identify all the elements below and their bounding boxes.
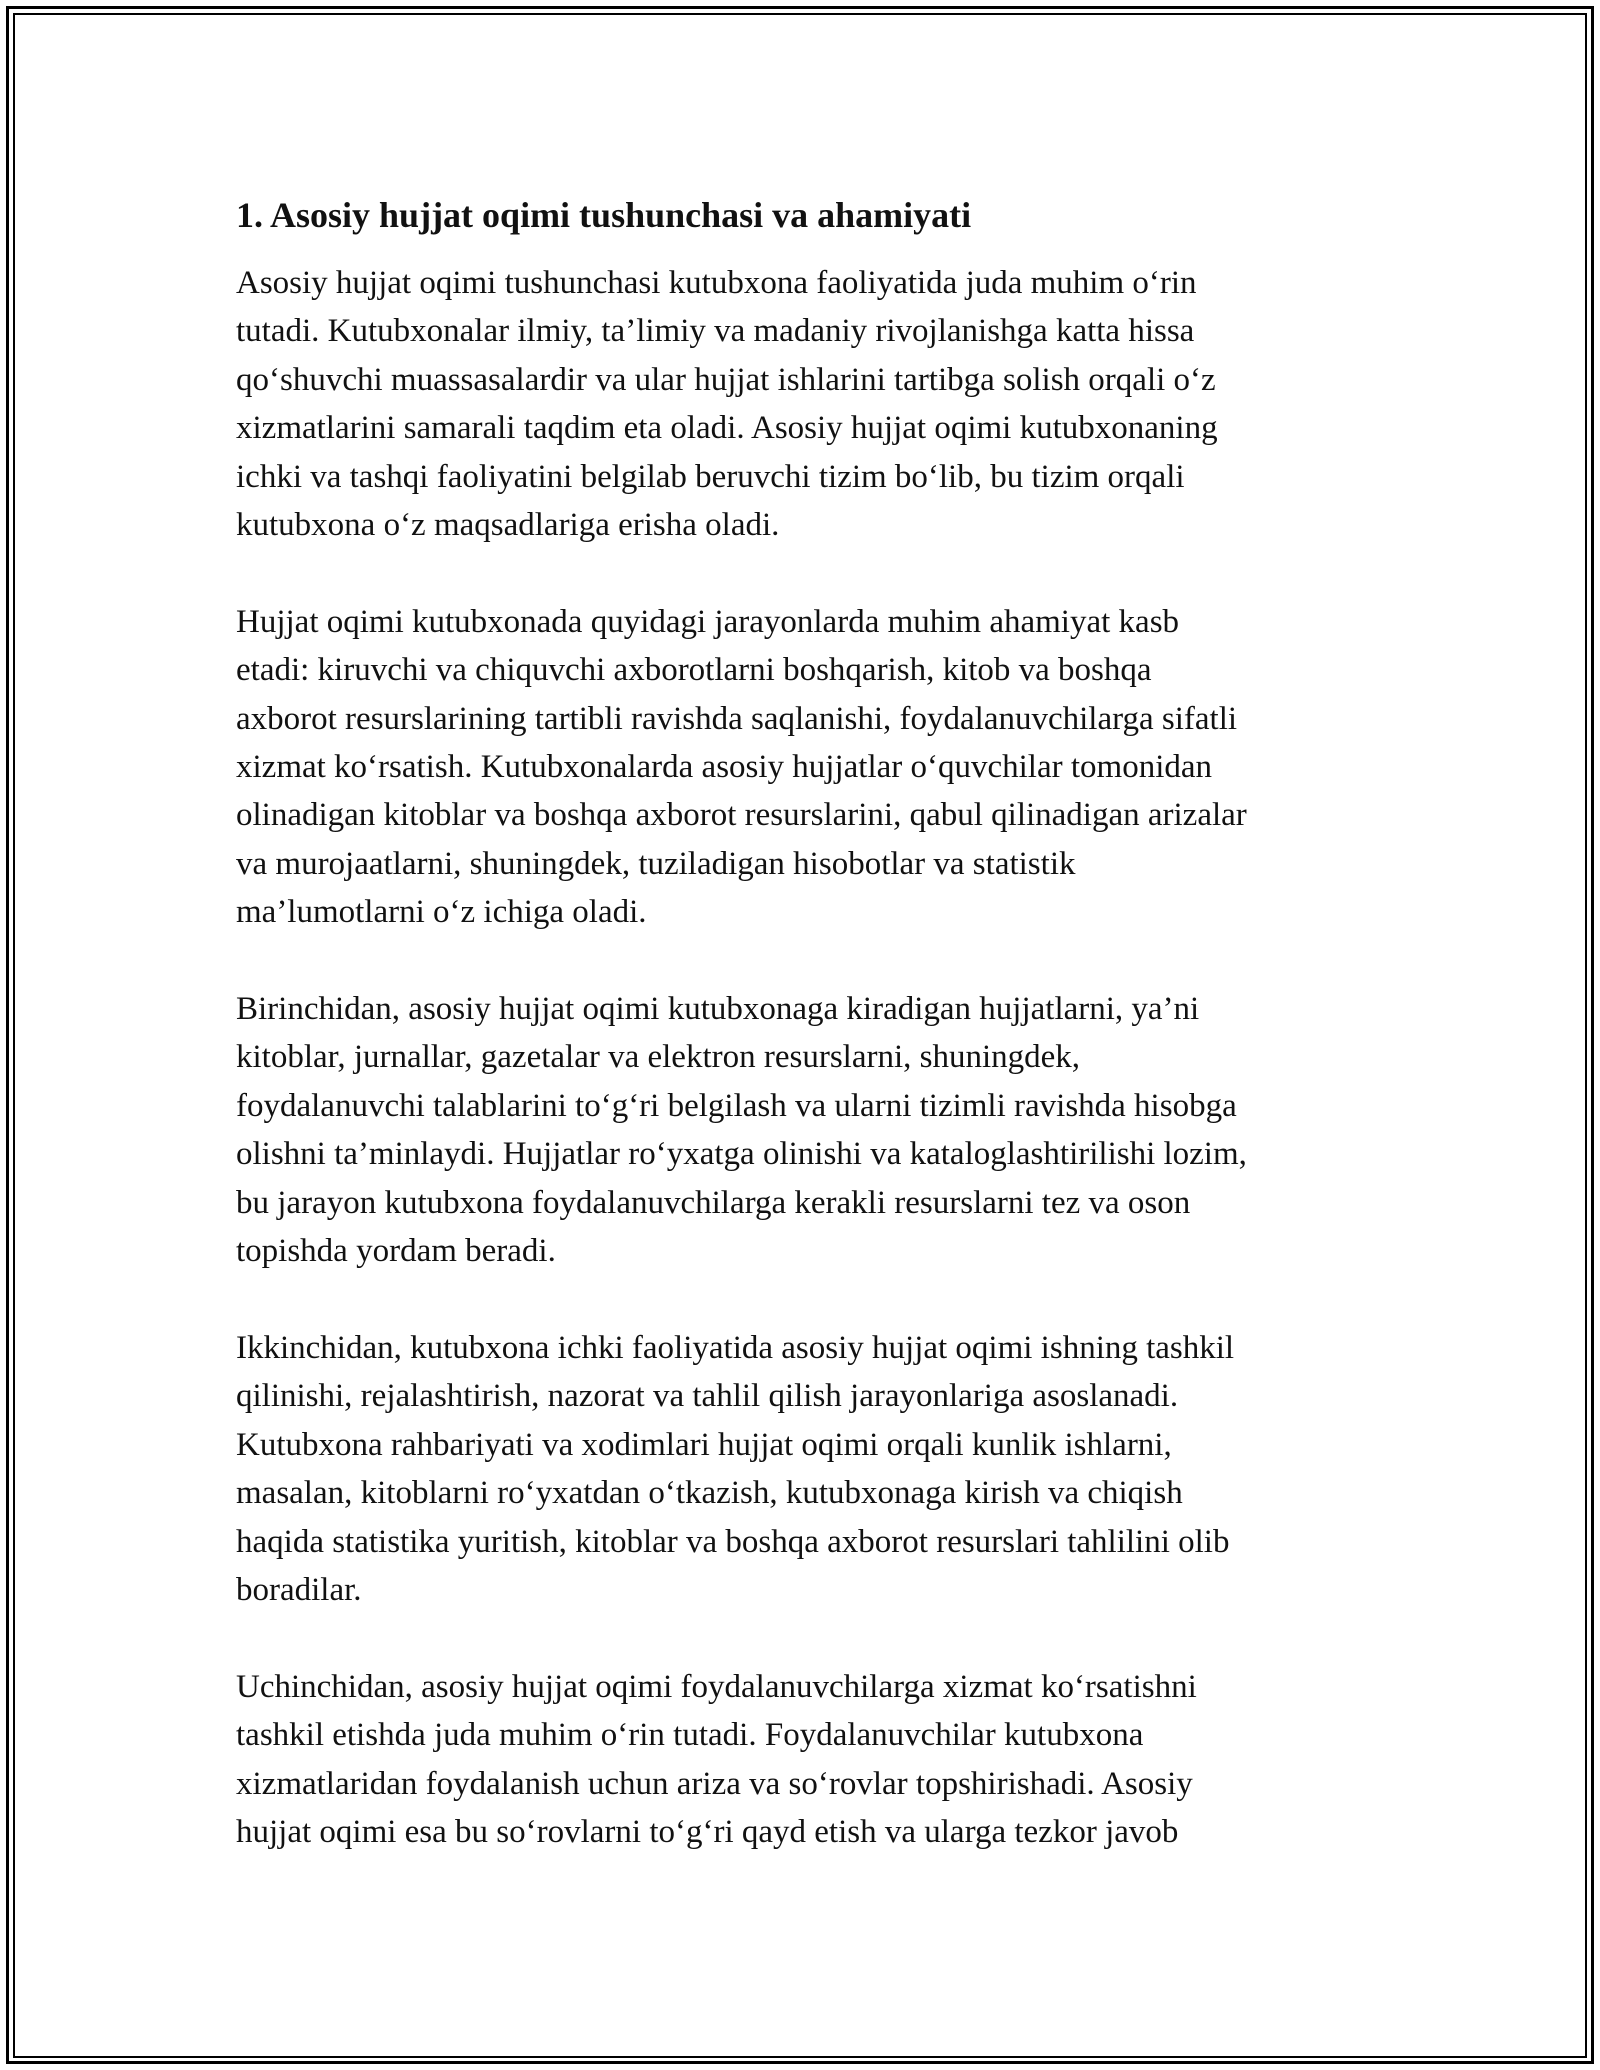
- paragraph-4: Ikkinchidan, kutubxona ichki faoliyatida asosiy hujjat oqimi ishning tashkil qilinishi, rejalashtirish, nazorat va tahlil qilish jarayonlariga asoslanadi. Kutubxona rahbariyati va xodimlari hujjat oqimi orqali kunlik ishlarni, masalan, kitoblarni ro‘yxatdan o‘tkazish, kutubxonaga kirish va chiqish haqida statistika yuritish, kitoblar va boshqa axborot resurslari tahlilini olib boradilar.: [236, 1329, 1235, 1608]
- paragraph-1: Asosiy hujjat oqimi tushunchasi kutubxona faoliyatida juda muhim o‘rin tutadi. Kutubxonalar ilmiy, ta’limiy va madaniy rivojlanishga katta hissa qo‘shuvchi muassasalardir va ular hujjat ishlarini tartibga solish orqali o‘z xizmatlarini samarali taqdim eta oladi. Asosiy hujjat oqimi kutubxonaning ichki va tashqi faoliyatini belgilab beruvchi tizim bo‘lib, bu tizim orqali kutubxona o‘z maqsadlariga erisha oladi.: [236, 265, 1218, 544]
- paragraph-2: Hujjat oqimi kutubxonada quyidagi jarayonlarda muhim ahamiyat kasb etadi: kiruvchi va chiquvchi axborotlarni boshqarish, kitob va boshqa axborot resurslarining tartibli ravishda saqlanishi, foydalanuvchilarga sifatli xizmat ko‘rsatish. Kutubxonalarda asosiy hujjatlar o‘quvchilar tomonidan olinadigan kitoblar va boshqa axborot resurslarini, qabul qilinadigan arizalar va murojaatlarni, shuningdek, tuziladigan hisobotlar va statistik ma’lumotlarni o‘z ichiga oladi.: [236, 603, 1247, 931]
- section-heading: 1. Asosiy hujjat oqimi tushunchasi va ahamiyati: [236, 195, 972, 235]
- paragraph-3: Birinchidan, asosiy hujjat oqimi kutubxonaga kiradigan hujjatlarni, ya’ni kitoblar, jurnallar, gazetalar va elektron resurslarni, shuningdek, foydalanuvchi talablarini to‘g‘ri belgilash va ularni tizimli ravishda hisobga olishni ta’minlaydi. Hujjatlar ro‘yxatga olinishi va kataloglashtirilishi lozim, bu jarayon kutubxona foydalanuvchilarga kerakli resurslarni tez va oson topishda yordam beradi.: [236, 991, 1247, 1270]
- document-page: [236, 185, 1366, 1905]
- paragraph-5: Uchinchidan, asosiy hujjat oqimi foydalanuvchilarga xizmat ko‘rsatishni tashkil etishda juda muhim o‘rin tutadi. Foydalanuvchilar kutubxona xizmatlaridan foydalanish uchun ariza va so‘rovlar topshirishadi. Asosiy hujjat oqimi esa bu so‘rovlarni to‘g‘ri qayd etish va ularga tezkor javob: [236, 1668, 1197, 1850]
